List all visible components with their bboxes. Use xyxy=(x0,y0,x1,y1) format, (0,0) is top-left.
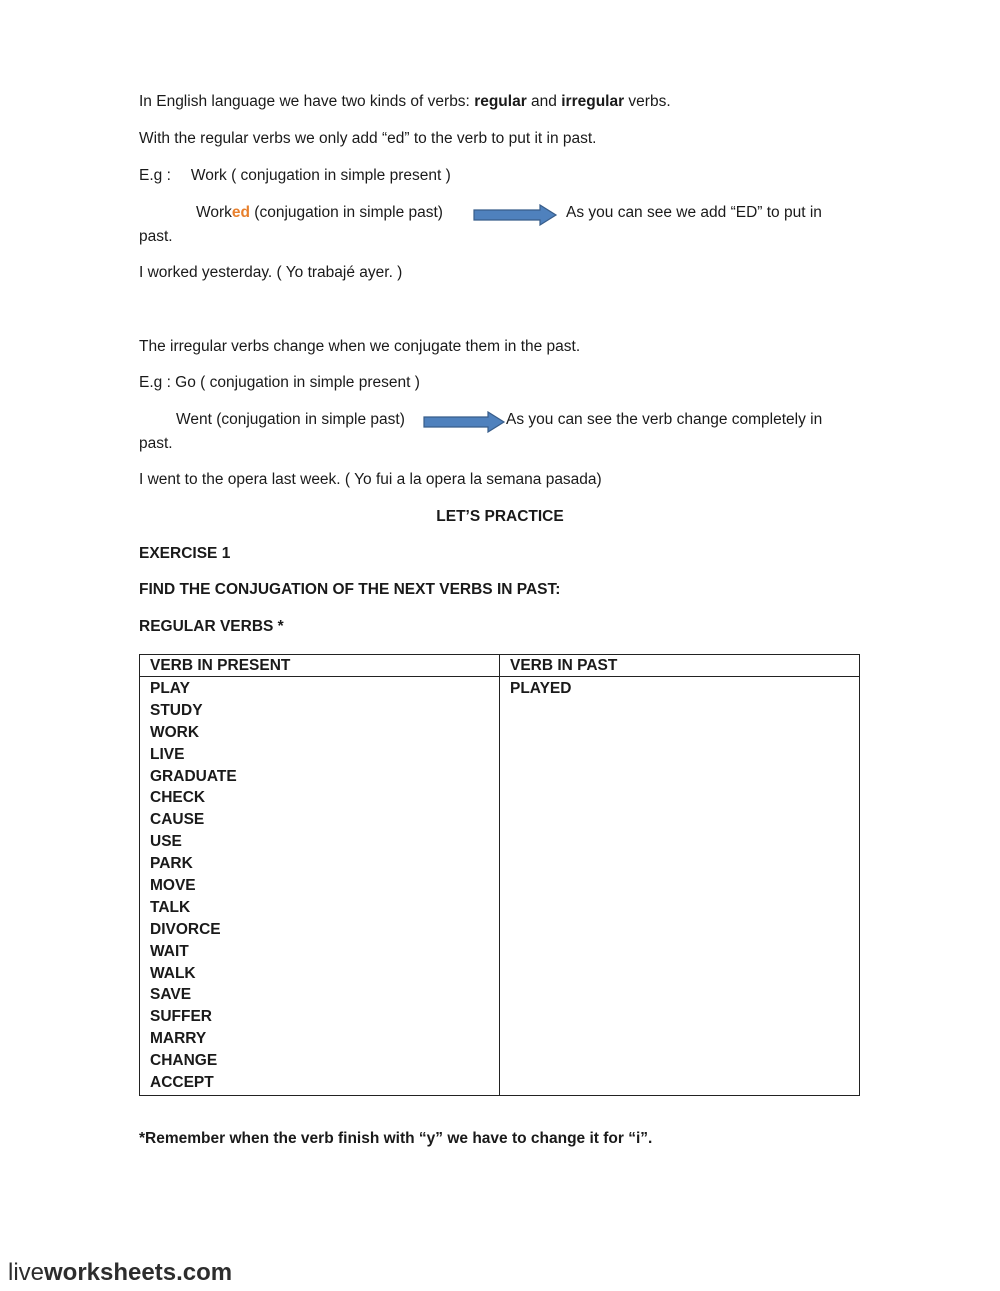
verbs-table xyxy=(139,654,860,1096)
present-verb: MARRY xyxy=(150,1030,207,1048)
regular-example-note-wrap: past. xyxy=(139,228,173,245)
present-verb: WAIT xyxy=(150,942,189,960)
past-verb: PLAYED xyxy=(510,680,572,697)
col-header-present: VERB IN PRESENT xyxy=(140,655,500,677)
present-verb: MOVE xyxy=(150,877,196,895)
right-arrow-icon xyxy=(422,411,508,433)
intro-text-and: and xyxy=(526,93,562,110)
present-verb: SUFFER xyxy=(150,1008,212,1026)
practice-title: LET’S PRACTICE xyxy=(436,508,564,525)
right-arrow-icon xyxy=(472,204,560,226)
present-verb: STUDY xyxy=(150,701,203,719)
table-header-row xyxy=(140,655,860,677)
irregular-example-1: E.g : Go ( conjugation in simple present ) xyxy=(139,374,420,391)
ed-suffix: ed xyxy=(231,204,250,221)
intro-text: In English language we have two kinds of verbs: xyxy=(139,93,475,110)
intro-paragraph-2: With the regular verbs we only add “ed” to the verb to put it in past. xyxy=(139,130,597,147)
regular-keyword: regular xyxy=(474,93,527,110)
eg-text: Work ( conjugation in simple present ) xyxy=(190,167,451,184)
regular-example-note: As you can see we add “ED” to put in xyxy=(566,204,822,221)
present-verbs-cell xyxy=(140,677,500,1096)
exercise-heading: EXERCISE 1 xyxy=(139,545,231,562)
col-header-past: VERB IN PAST xyxy=(500,655,860,677)
intro-paragraph-1 xyxy=(139,92,671,112)
regular-example-sentence: I worked yesterday. ( Yo trabajé ayer. ) xyxy=(139,264,403,281)
remember-note: *Remember when the verb finish with “y” we have to change it for “i”. xyxy=(139,1130,653,1147)
intro-text-end: verbs. xyxy=(624,93,671,110)
regular-example-1 xyxy=(139,166,451,186)
logo-light: live xyxy=(8,1259,45,1286)
verb-stem: Work xyxy=(196,204,232,221)
present-verb: TALK xyxy=(150,898,191,916)
present-verb: WORK xyxy=(150,723,200,741)
irregular-paragraph: The irregular verbs change when we conjugate them in the past. xyxy=(139,338,581,355)
present-verb: PARK xyxy=(150,855,193,873)
present-verb: USE xyxy=(150,833,182,851)
irregular-keyword: irregular xyxy=(561,93,625,110)
present-verb: CHECK xyxy=(150,789,206,807)
irregular-example-sentence: I went to the opera last week. ( Yo fui a la opera la semana pasada) xyxy=(139,471,602,488)
present-verb: ACCEPT xyxy=(150,1074,214,1092)
eg2-text: (conjugation in simple past) xyxy=(249,204,443,221)
present-verb: PLAY xyxy=(150,680,190,697)
eg-label: E.g : xyxy=(139,167,171,184)
past-verbs-cell[interactable] xyxy=(500,677,860,1096)
logo-end: .com xyxy=(176,1259,233,1286)
table-body-row xyxy=(140,677,860,1096)
present-verb: LIVE xyxy=(150,745,185,763)
logo-bold: worksheets xyxy=(44,1259,177,1286)
liveworksheets-logo xyxy=(8,1259,232,1287)
present-verb: GRADUATE xyxy=(150,767,237,785)
irregular-example-note: As you can see the verb change completely in xyxy=(506,411,823,428)
present-verb: DIVORCE xyxy=(150,920,221,938)
present-verb: CHANGE xyxy=(150,1052,218,1070)
section-heading: REGULAR VERBS * xyxy=(139,618,284,635)
irregular-example-2: Went (conjugation in simple past) xyxy=(176,411,405,428)
present-verb: CAUSE xyxy=(150,811,205,829)
irregular-example-note-wrap: past. xyxy=(139,435,173,452)
present-verb: WALK xyxy=(150,964,196,982)
regular-example-2 xyxy=(196,203,443,223)
exercise-instruction: FIND THE CONJUGATION OF THE NEXT VERBS IN PAST: xyxy=(139,581,561,598)
present-verb: SAVE xyxy=(150,986,192,1004)
